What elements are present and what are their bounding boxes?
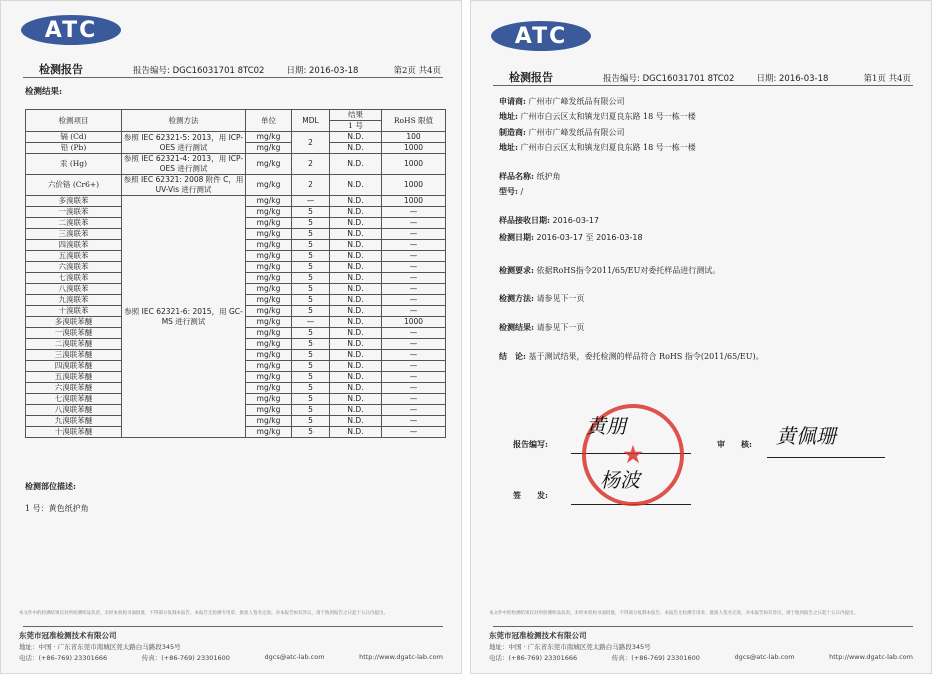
tel: 电话：(+86-769) 23301666 <box>489 654 578 662</box>
table-row <box>26 154 446 175</box>
cell-item: 一溴联苯 <box>26 207 122 218</box>
test-method: 检测方法: 请参见下一页 <box>499 293 585 303</box>
cell-method: 参照 IEC 62321-6: 2015，用 GC-MS 进行测试 <box>122 196 246 438</box>
cell-unit: mg/kg <box>246 207 292 218</box>
cell-unit: mg/kg <box>246 416 292 427</box>
signature-issued: 杨波 <box>600 468 640 492</box>
cell-item: 十溴联苯醚 <box>26 427 122 438</box>
cell-mdl: 2 <box>292 154 330 175</box>
signature-reviewer: 黄佩珊 <box>776 424 836 448</box>
results-table <box>25 109 446 438</box>
cell-item: 三溴联苯醚 <box>26 350 122 361</box>
cell-unit: mg/kg <box>246 229 292 240</box>
report-date: 日期: 2016-03-18 <box>756 74 829 84</box>
cell-item: 七溴联苯 <box>26 273 122 284</box>
cell-result: N.D. <box>330 207 382 218</box>
cell-unit: mg/kg <box>246 175 292 196</box>
footer-rule <box>493 626 913 627</box>
cell-mdl: 5 <box>292 284 330 295</box>
conclusion: 结 论: 基于测试结果，委托检测的样品符合 RoHS 指令(2011/65/EU)。 <box>499 351 764 361</box>
cell-result: N.D. <box>330 262 382 273</box>
test-result: 检测结果: 请参见下一页 <box>499 322 585 332</box>
header-rule <box>23 77 443 78</box>
report-date: 日期: 2016-03-18 <box>286 66 359 76</box>
sample-name: 样品名称: 纸护角 <box>499 171 561 181</box>
cell-unit: mg/kg <box>246 143 292 154</box>
cell-mdl: 5 <box>292 251 330 262</box>
cell-mdl: 5 <box>292 262 330 273</box>
cell-result: N.D. <box>330 132 382 143</box>
report-title: 检测报告 <box>39 63 83 76</box>
cell-limit: 1000 <box>382 154 446 175</box>
cell-method: 参照 IEC 62321: 2008 附件 C，用 UV-Vis 进行测试 <box>122 175 246 196</box>
report-number: 报告编号: DGC16031701 8TC02 <box>133 66 265 76</box>
cell-item: 多溴联苯醚 <box>26 317 122 328</box>
cell-item: 六溴联苯 <box>26 262 122 273</box>
cell-unit: mg/kg <box>246 317 292 328</box>
company-address: 地址：中国 · 广东省东莞市南城区莞太路白马路段345号 <box>489 643 651 651</box>
cell-mdl: 5 <box>292 295 330 306</box>
cell-result: N.D. <box>330 306 382 317</box>
cell-item: 九溴联苯 <box>26 295 122 306</box>
test-requirement: 检测要求: 依据RoHS指令2011/65/EU对委托样品进行测试。 <box>499 265 721 275</box>
cell-mdl: 5 <box>292 306 330 317</box>
cell-limit: — <box>382 218 446 229</box>
cell-mdl: 5 <box>292 372 330 383</box>
model: 型号: / <box>499 186 524 196</box>
cell-item: 九溴联苯醚 <box>26 416 122 427</box>
report-title: 检测报告 <box>509 71 553 84</box>
cell-limit: — <box>382 273 446 284</box>
cell-item: 六溴联苯醚 <box>26 383 122 394</box>
cell-result: N.D. <box>330 154 382 175</box>
manufacturer-address: 地址: 广州市白云区太和镇龙归夏良东路 18 号一栋一楼 <box>499 142 696 152</box>
table-row <box>26 175 446 196</box>
cell-limit: — <box>382 394 446 405</box>
cell-unit: mg/kg <box>246 240 292 251</box>
footer-note: 本文件中的检测结果仅对所检测样品负责。未经本机构书面批准，不得部分复制本报告。本报告无检测专用章、批准人签名无效。对本报告如有异议，请于收到报告之日起十五日内提出。 <box>19 611 388 616</box>
col-unit: 单位 <box>246 110 292 132</box>
cell-mdl: — <box>292 196 330 207</box>
cell-result: N.D. <box>330 383 382 394</box>
cell-item: 铅 (Pb) <box>26 143 122 154</box>
cell-item: 五溴联苯 <box>26 251 122 262</box>
cell-result: N.D. <box>330 175 382 196</box>
cell-mdl: 2 <box>292 175 330 196</box>
cell-result: N.D. <box>330 196 382 207</box>
cell-limit: — <box>382 229 446 240</box>
cell-result: N.D. <box>330 361 382 372</box>
results-label: 检测结果: <box>25 87 63 97</box>
cell-limit: 1000 <box>382 175 446 196</box>
cell-mdl: 5 <box>292 383 330 394</box>
cell-unit: mg/kg <box>246 218 292 229</box>
report-page-1 <box>470 0 932 674</box>
cell-item: 四溴联苯醚 <box>26 361 122 372</box>
cell-mdl: 5 <box>292 328 330 339</box>
signature-prepared: 黄朋 <box>586 414 626 438</box>
website: http://www.dgatc-lab.com <box>359 653 443 661</box>
cell-limit: 1000 <box>382 317 446 328</box>
cell-limit: — <box>382 416 446 427</box>
table-row <box>26 132 446 143</box>
tel: 电话：(+86-769) 23301666 <box>19 654 108 662</box>
cell-mdl: 5 <box>292 218 330 229</box>
cell-limit: — <box>382 350 446 361</box>
page-header <box>509 69 911 85</box>
cell-mdl: 5 <box>292 405 330 416</box>
report-number: 报告编号: DGC16031701 8TC02 <box>603 74 735 84</box>
cell-item: 三溴联苯 <box>26 229 122 240</box>
cell-limit: — <box>382 405 446 416</box>
cell-result: N.D. <box>330 218 382 229</box>
cell-unit: mg/kg <box>246 196 292 207</box>
col-method: 检测方法 <box>122 110 246 132</box>
cell-result: N.D. <box>330 317 382 328</box>
cell-unit: mg/kg <box>246 405 292 416</box>
cell-item: 五溴联苯醚 <box>26 372 122 383</box>
part-desc-label: 检测部位描述: <box>25 481 76 491</box>
company-name: 东莞市冠准检测技术有限公司 <box>19 631 117 640</box>
col-result-sub: 1 号 <box>330 121 382 132</box>
cell-mdl: 5 <box>292 361 330 372</box>
applicant-address: 地址: 广州市白云区太和镇龙归夏良东路 18 号一栋一楼 <box>499 111 696 121</box>
cell-mdl: 5 <box>292 427 330 438</box>
cell-limit: — <box>382 383 446 394</box>
cell-method: 参照 IEC 62321-5: 2013，用 ICP-OES 进行测试 <box>122 132 246 154</box>
reviewer-label: 审 核: <box>717 439 752 449</box>
cell-limit: — <box>382 207 446 218</box>
cell-result: N.D. <box>330 350 382 361</box>
cell-result: N.D. <box>330 427 382 438</box>
cell-mdl: 5 <box>292 229 330 240</box>
cell-result: N.D. <box>330 394 382 405</box>
cell-unit: mg/kg <box>246 284 292 295</box>
atc-logo: ATC <box>491 21 591 51</box>
company-contact <box>19 653 443 662</box>
cell-result: N.D. <box>330 372 382 383</box>
email: dgcs@atc-lab.com <box>264 653 325 661</box>
cell-item: 多溴联苯 <box>26 196 122 207</box>
cell-unit: mg/kg <box>246 350 292 361</box>
fax: 传真：(+86-769) 23301600 <box>611 654 700 662</box>
seal-star-icon: ★ <box>623 442 643 468</box>
cell-limit: — <box>382 251 446 262</box>
review-sign-line <box>767 457 885 458</box>
footer-rule <box>23 626 443 627</box>
website: http://www.dgatc-lab.com <box>829 653 913 661</box>
cell-result: N.D. <box>330 284 382 295</box>
cell-result: N.D. <box>330 328 382 339</box>
cell-item: 汞 (Hg) <box>26 154 122 175</box>
cell-item: 八溴联苯醚 <box>26 405 122 416</box>
email: dgcs@atc-lab.com <box>734 653 795 661</box>
cell-result: N.D. <box>330 273 382 284</box>
cell-limit: — <box>382 427 446 438</box>
cell-mdl: 5 <box>292 339 330 350</box>
cell-mdl: 5 <box>292 416 330 427</box>
cell-item: 八溴联苯 <box>26 284 122 295</box>
footer-note: 本文件中的检测结果仅对所检测样品负责。未经本机构书面批准，不得部分复制本报告。本报告无检测专用章、批准人签名无效。对本报告如有异议，请于收到报告之日起十五日内提出。 <box>489 611 858 616</box>
cell-mdl: 2 <box>292 132 330 154</box>
cell-result: N.D. <box>330 251 382 262</box>
company-address: 地址：中国 · 广东省东莞市南城区莞太路白马路段345号 <box>19 643 181 651</box>
company-contact <box>489 653 913 662</box>
cell-mdl: 5 <box>292 394 330 405</box>
cell-unit: mg/kg <box>246 154 292 175</box>
cell-limit: — <box>382 306 446 317</box>
cell-item: 一溴联苯醚 <box>26 328 122 339</box>
cell-unit: mg/kg <box>246 295 292 306</box>
company-name: 东莞市冠准检测技术有限公司 <box>489 631 587 640</box>
cell-unit: mg/kg <box>246 132 292 143</box>
cell-limit: 1000 <box>382 196 446 207</box>
cell-item: 二溴联苯 <box>26 218 122 229</box>
cell-unit: mg/kg <box>246 273 292 284</box>
page-number: 第1页 共4页 <box>863 74 911 84</box>
table-row <box>26 196 446 207</box>
col-result: 结果 <box>330 110 382 121</box>
cell-unit: mg/kg <box>246 306 292 317</box>
cell-unit: mg/kg <box>246 262 292 273</box>
atc-logo: ATC <box>21 15 121 45</box>
cell-mdl: 5 <box>292 207 330 218</box>
cell-mdl: 5 <box>292 273 330 284</box>
page-header <box>39 61 441 77</box>
cell-unit: mg/kg <box>246 394 292 405</box>
col-mdl: MDL <box>292 110 330 132</box>
prepared-by-label: 报告编写: <box>513 439 548 449</box>
cell-limit: 100 <box>382 132 446 143</box>
cell-limit: — <box>382 339 446 350</box>
cell-limit: — <box>382 295 446 306</box>
cell-result: N.D. <box>330 405 382 416</box>
header-rule <box>493 85 913 86</box>
manufacturer: 制造商: 广州市广峰发纸品有限公司 <box>499 127 625 137</box>
fax: 传真：(+86-769) 23301600 <box>141 654 230 662</box>
cell-item: 二溴联苯醚 <box>26 339 122 350</box>
cell-result: N.D. <box>330 143 382 154</box>
cell-limit: — <box>382 240 446 251</box>
cell-limit: — <box>382 372 446 383</box>
cell-unit: mg/kg <box>246 328 292 339</box>
cell-mdl: 5 <box>292 240 330 251</box>
cell-unit: mg/kg <box>246 372 292 383</box>
cell-limit: — <box>382 262 446 273</box>
cell-mdl: 5 <box>292 350 330 361</box>
cell-item: 镉 (Cd) <box>26 132 122 143</box>
cell-result: N.D. <box>330 229 382 240</box>
receive-date: 样品接收日期: 2016-03-17 <box>499 215 599 225</box>
cell-limit: — <box>382 328 446 339</box>
applicant: 申请商: 广州市广峰发纸品有限公司 <box>499 96 625 106</box>
report-page-2 <box>0 0 462 674</box>
part-desc: 1 号：黄色纸护角 <box>25 504 89 513</box>
cell-unit: mg/kg <box>246 427 292 438</box>
cell-result: N.D. <box>330 339 382 350</box>
issuer-label: 签 发: <box>513 490 548 500</box>
cell-unit: mg/kg <box>246 383 292 394</box>
cell-unit: mg/kg <box>246 339 292 350</box>
cell-item: 六价铬 (Cr6+) <box>26 175 122 196</box>
cell-unit: mg/kg <box>246 361 292 372</box>
col-limit: RoHS 限值 <box>382 110 446 132</box>
cell-result: N.D. <box>330 295 382 306</box>
test-date: 检测日期: 2016-03-17 至 2016-03-18 <box>499 232 643 242</box>
cell-mdl: — <box>292 317 330 328</box>
cell-item: 七溴联苯醚 <box>26 394 122 405</box>
col-item: 检测项目 <box>26 110 122 132</box>
cell-item: 十溴联苯 <box>26 306 122 317</box>
cell-unit: mg/kg <box>246 251 292 262</box>
cell-method: 参照 IEC 62321-4: 2013，用 ICP-OES 进行测试 <box>122 154 246 175</box>
cell-item: 四溴联苯 <box>26 240 122 251</box>
cell-result: N.D. <box>330 416 382 427</box>
cell-limit: — <box>382 361 446 372</box>
cell-limit: 1000 <box>382 143 446 154</box>
cell-result: N.D. <box>330 240 382 251</box>
cell-limit: — <box>382 284 446 295</box>
page-number: 第2页 共4页 <box>393 66 441 76</box>
